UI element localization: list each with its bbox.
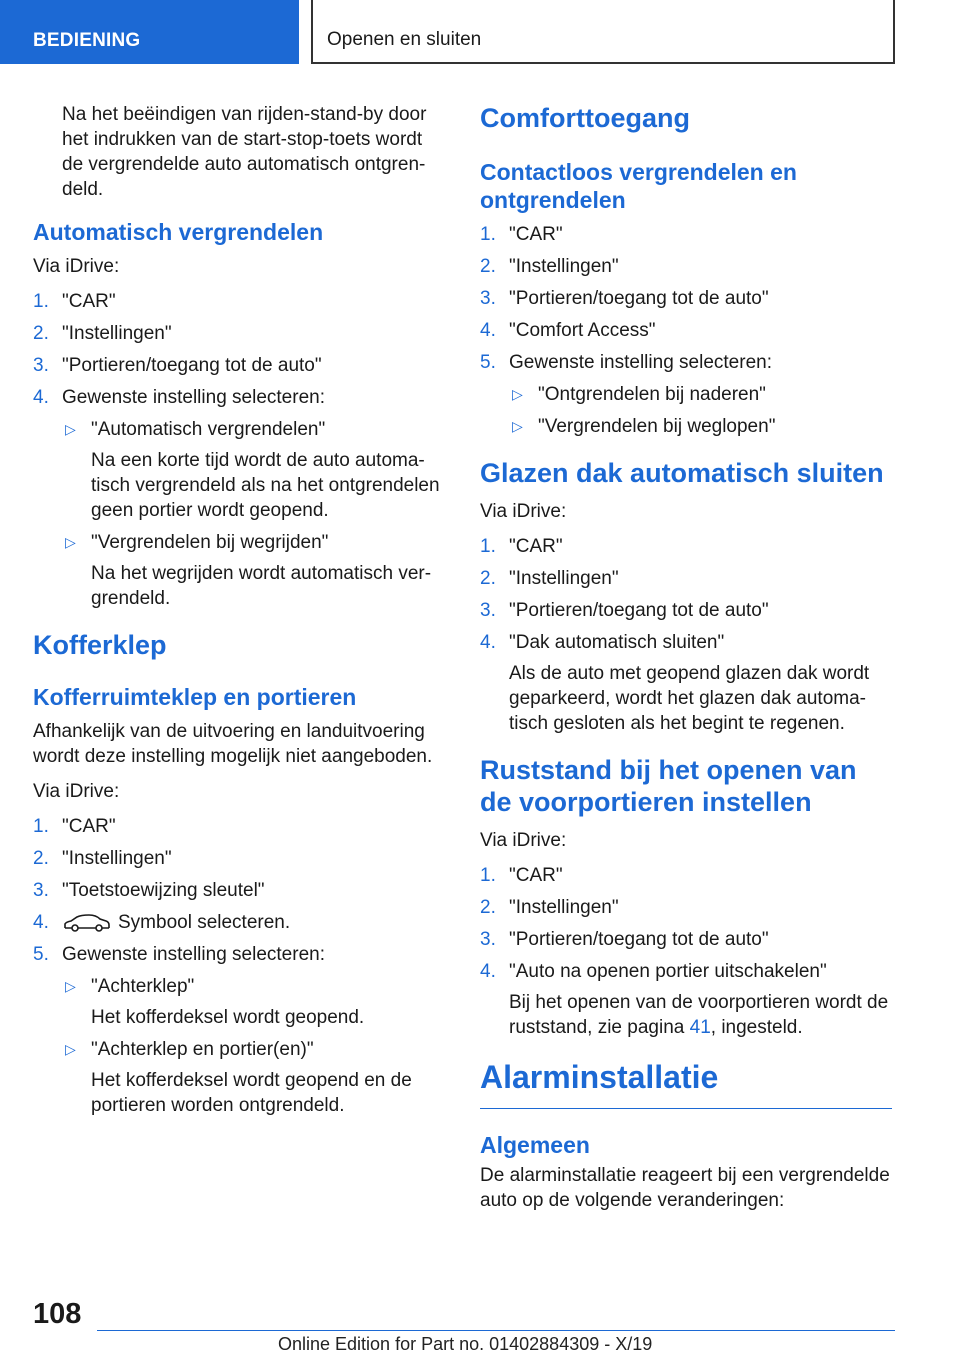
header-chapter-tab xyxy=(311,0,895,64)
list-item: 2. "Instellingen" xyxy=(33,323,172,344)
section-divider xyxy=(480,1108,892,1109)
option-item: ▷ "Achterklep" Het kofferdeksel wordt geopend. xyxy=(65,976,365,1028)
rest-steps xyxy=(480,863,892,1040)
subheading-contactloos: Contactloos vergrendelen en ontgrendelen xyxy=(480,159,797,213)
heading-ruststand: Ruststand bij het openen van de voorportieren instellen xyxy=(480,755,857,817)
list-item: 3. "Portieren/toegang tot de auto" xyxy=(33,355,322,376)
roof-steps xyxy=(480,534,892,736)
list-item: 4. Gewenste instelling selecteren: ▷ "Automatisch vergrendelen" Na een korte tijd wordt de auto automa-tisch vergrendeld als na het ontgrendelen geen portier wordt geopend. ▷ "Vergrendelen bij wegrijden" Na het wegrijden wordt automatisch ver-grendeld. xyxy=(33,385,445,611)
comfort-options xyxy=(509,382,892,439)
via-idrive-text: Via iDrive: xyxy=(33,256,120,277)
list-item: 1. "CAR" xyxy=(480,536,563,557)
kofferklep-options xyxy=(62,974,445,1118)
option-item: ▷ "Ontgrendelen bij naderen" xyxy=(512,384,766,405)
list-item: 4. Symbool selecteren. xyxy=(33,912,291,933)
option-item: ▷ "Vergrendelen bij weglopen" xyxy=(512,416,776,437)
page-link[interactable]: 41 xyxy=(689,1017,711,1038)
rest-step-description: Bij het openen van de voorportieren wordt de ruststand, zie pagina 41, ingesteld. xyxy=(509,992,889,1038)
via-idrive-text: Via iDrive: xyxy=(480,501,567,522)
list-item: 4. "Auto na openen portier uitschakelen" Bij het openen van de voorportieren wordt de ruststand, zie pagina 41, ingesteld. xyxy=(480,959,892,1040)
list-item: 3. "Portieren/toegang tot de auto" xyxy=(480,929,769,950)
kofferklep-paragraph: Afhankelijk van de uitvoering en landuitvoering wordt deze instelling mogelijk niet aangeboden. xyxy=(33,721,433,767)
footer-divider xyxy=(97,1330,895,1331)
kofferklep-steps xyxy=(33,814,445,1118)
section-title: BEDIENING xyxy=(33,30,141,51)
comfort-steps xyxy=(480,222,892,439)
heading-alarminstallatie: Alarminstallatie xyxy=(480,1059,719,1095)
auto-lock-steps xyxy=(33,289,445,611)
list-item: 5. Gewenste instelling selecteren: ▷ "Ontgrendelen bij naderen" ▷ "Vergrendelen bij weglopen" xyxy=(480,350,892,439)
list-item: 3. "Portieren/toegang tot de auto" xyxy=(480,600,769,621)
roof-step-description: Als de auto met geopend glazen dak wordt geparkeerd, wordt het glazen dak automa-tisch gesloten als het begint te regenen. xyxy=(509,663,870,734)
right-column xyxy=(480,102,892,1213)
list-item: 3. "Portieren/toegang tot de auto" xyxy=(480,288,769,309)
triangle-bullet-icon: ▷ xyxy=(512,386,523,402)
list-item: 1. "CAR" xyxy=(480,865,563,886)
left-column xyxy=(33,102,445,1125)
heading-kofferklep: Kofferklep xyxy=(33,630,167,660)
heading-comforttoegang: Comforttoegang xyxy=(480,103,690,133)
list-item: 2. "Instellingen" xyxy=(33,848,172,869)
list-item: 3. "Toetstoewijzing sleutel" xyxy=(33,880,265,901)
intro-paragraph: Na het beëindigen van rijden-stand-by door het indrukken van de start-stop-toets wordt de vergrendelde auto automatisch ontgren-deld. xyxy=(62,104,427,200)
subheading-kofferruimteklep: Kofferruimteklep en portieren xyxy=(33,684,357,710)
list-item: 2. "Instellingen" xyxy=(480,256,619,277)
chapter-title: Openen en sluiten xyxy=(327,29,482,50)
triangle-bullet-icon: ▷ xyxy=(65,421,76,437)
list-item: 1. "CAR" xyxy=(33,816,116,837)
triangle-bullet-icon: ▷ xyxy=(65,534,76,550)
triangle-bullet-icon: ▷ xyxy=(512,418,523,434)
list-item: 1. "CAR" xyxy=(33,291,116,312)
option-item: ▷ "Vergrendelen bij wegrijden" Na het wegrijden wordt automatisch ver-grendeld. xyxy=(65,532,432,609)
footer-edition: Online Edition for Part no. 01402884309 - X/19 xyxy=(278,1334,653,1354)
list-item: 2. "Instellingen" xyxy=(480,897,619,918)
list-item: 2. "Instellingen" xyxy=(480,568,619,589)
alarm-paragraph: De alarminstallatie reageert bij een vergrendelde auto op de volgende veranderingen: xyxy=(480,1165,890,1211)
page-number: 108 xyxy=(33,1298,82,1330)
via-idrive-text: Via iDrive: xyxy=(480,830,567,851)
heading-auto-lock: Automatisch vergrendelen xyxy=(33,219,324,245)
option-item: ▷ "Automatisch vergrendelen" Na een korte tijd wordt de auto automa-tisch vergrendeld als na het ontgrendelen geen portier wordt geopend. xyxy=(65,419,440,521)
triangle-bullet-icon: ▷ xyxy=(65,978,76,994)
list-item: 4. "Comfort Access" xyxy=(480,320,656,341)
header-section-tab xyxy=(0,0,299,64)
list-item: 5. Gewenste instelling selecteren: ▷ "Achterklep" Het kofferdeksel wordt geopend. ▷ "Achterklep en portier(en)" Het kofferdeksel wordt geopend en de portieren worden ontgrendeld. xyxy=(33,942,445,1118)
subheading-algemeen: Algemeen xyxy=(480,1132,590,1158)
triangle-bullet-icon: ▷ xyxy=(65,1041,76,1057)
heading-glazen-dak: Glazen dak automatisch sluiten xyxy=(480,458,884,488)
option-item: ▷ "Achterklep en portier(en)" Het kofferdeksel wordt geopend en de portieren worden ontgrendeld. xyxy=(65,1039,412,1116)
list-item: 4. "Dak automatisch sluiten" Als de auto met geopend glazen dak wordt geparkeerd, wordt het glazen dak automa-tisch gesloten als het begint te regenen. xyxy=(480,630,892,736)
auto-lock-options xyxy=(62,417,445,611)
list-item: 1. "CAR" xyxy=(480,224,563,245)
via-idrive-text: Via iDrive: xyxy=(33,781,120,802)
car-icon xyxy=(62,913,112,933)
